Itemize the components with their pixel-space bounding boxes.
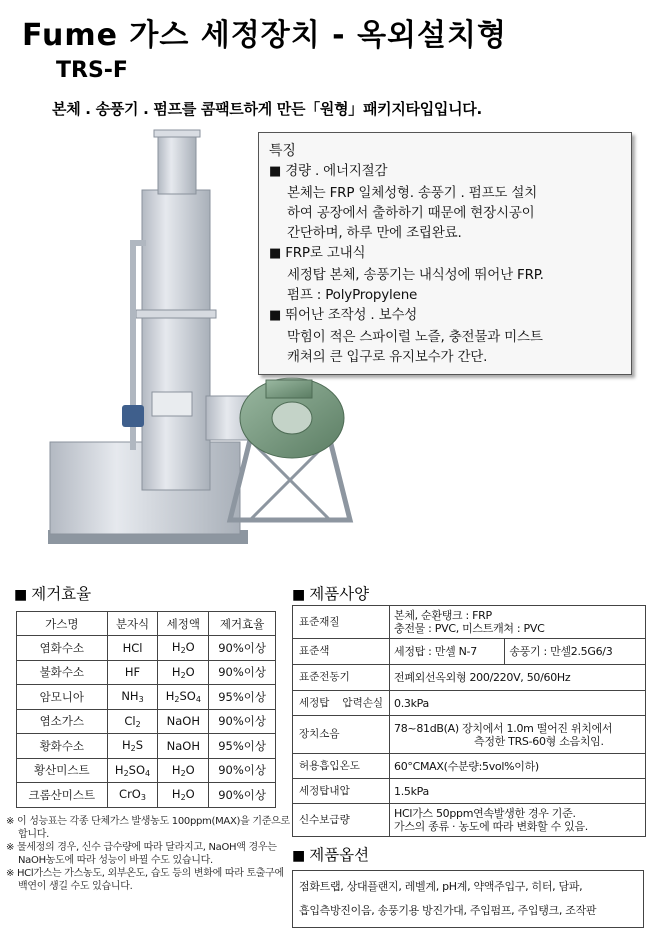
- spec-row: [293, 716, 646, 754]
- top-duct: [158, 134, 196, 194]
- spec-value: 전폐외선옥외형 200/220V, 50/60Hz: [390, 665, 646, 691]
- spec-row: [293, 779, 646, 804]
- rate-cell: 95%이상: [209, 734, 276, 759]
- note: ※ HCl가스는 가스농도, 외부온도, 습도 등의 변화에 따라 토출구에 백연이 생길 수도 있습니다.: [6, 868, 284, 892]
- liquid-cell: NaOH: [158, 734, 209, 759]
- pump-motor: [122, 405, 144, 427]
- spec-label: 장치소음: [293, 716, 390, 754]
- liquid-cell: $H_2O$: [158, 636, 209, 661]
- feature-heading: ■ 경량 . 에너지절감: [269, 163, 388, 180]
- formula-cell: $Cl_2$: [107, 709, 158, 734]
- spec-label: 표준전동기: [293, 665, 390, 691]
- gas-name-cell: 황산미스트: [17, 758, 108, 783]
- spec-value: 1.5kPa: [390, 779, 646, 804]
- table-header-row: [17, 612, 276, 636]
- gas-name-cell: 크롬산미스트: [17, 783, 108, 808]
- column-header: 제거효율: [209, 612, 276, 636]
- square-bullet-icon: ■: [269, 308, 282, 324]
- spec-label: 세정탑내압: [293, 779, 390, 804]
- notes: [6, 816, 291, 895]
- spec-label: 세정탑 압력손실: [293, 691, 390, 716]
- features-title: 특징: [269, 143, 296, 159]
- table-row: [17, 636, 276, 661]
- page-title: Fume 가스 세정장치 - 옥외설치형: [22, 18, 507, 53]
- options-line: 점화트랩, 상대플랜지, 레벨계, pH계, 약액주입구, 히터, 담파,: [299, 880, 583, 893]
- efficiency-table: [16, 611, 276, 808]
- table-row: [17, 783, 276, 808]
- column-header: 가스명: [17, 612, 108, 636]
- rate-cell: 95%이상: [209, 685, 276, 710]
- rate-cell: 90%이상: [209, 709, 276, 734]
- formula-cell: $NH_3$: [107, 685, 158, 710]
- note: ※ 이 성능표는 각종 단체가스 발생농도 100ppm(MAX)을 기준으로 합니다.: [6, 816, 290, 840]
- square-bullet-icon: ■: [14, 587, 28, 603]
- spec-value: 송풍기 : 만셀2.5G6/3: [505, 639, 646, 665]
- liquid-cell: $H_2O$: [158, 660, 209, 685]
- formula-cell: HCl: [107, 636, 158, 661]
- table-row: [17, 660, 276, 685]
- spec-value: 본체, 순환탱크 : FRP 충전물 : PVC, 미스트캐쳐 : PVC: [390, 606, 646, 639]
- feature-line: 간단하며, 하루 만에 조립완료.: [287, 225, 462, 242]
- spec-row: [293, 665, 646, 691]
- spec-label: 표준색: [293, 639, 390, 665]
- spec-section-title: ■ 제품사양: [292, 585, 370, 603]
- formula-cell: $H_2SO_4$: [107, 758, 158, 783]
- square-bullet-icon: ■: [269, 164, 282, 180]
- feature-line: 본체는 FRP 일체성형. 송풍기 . 펌프도 설치: [287, 184, 538, 201]
- spec-value: 0.3kPa: [390, 691, 646, 716]
- spec-table: [292, 605, 646, 837]
- feature-heading: ■ 뛰어난 조작성 . 보수성: [269, 307, 418, 324]
- gas-name-cell: 암모니아: [17, 685, 108, 710]
- square-bullet-icon: ■: [292, 587, 306, 603]
- spec-row: [293, 754, 646, 779]
- spec-label: 표준재질: [293, 606, 390, 639]
- spec-value: 세정탑 : 만셀 N-7: [390, 639, 505, 665]
- feature-heading: ■ FRP로 고내식: [269, 245, 366, 262]
- options-section-title: ■ 제품옵션: [292, 846, 370, 864]
- liquid-cell: $H_2SO_4$: [158, 685, 209, 710]
- tagline: 본체 . 송풍기 . 펌프를 콤팩트하게 만든「원형」패키지타입입니다.: [52, 100, 482, 118]
- options-line: 흡입측방진이음, 송풍기용 방진가대, 주입펌프, 주입탱크, 조작판: [299, 904, 597, 917]
- efficiency-section-title: ■ 제거효율: [14, 585, 92, 603]
- tower-flange: [136, 310, 216, 318]
- spec-value: 78~81dB(A) 장치에서 1.0m 떨어진 위치에서 측정한 TRS-60형 소음치임.: [390, 716, 646, 754]
- spec-row: [293, 606, 646, 639]
- gas-name-cell: 불화수소: [17, 660, 108, 685]
- rate-cell: 90%이상: [209, 758, 276, 783]
- spec-row: [293, 691, 646, 716]
- model-name: TRS-F: [56, 58, 128, 83]
- feature-line: 펌프 : PolyPropylene: [287, 287, 418, 304]
- liquid-cell: $H_2O$: [158, 758, 209, 783]
- formula-cell: CrO$_3$: [107, 783, 158, 808]
- spec-value: HCl가스 50ppm연속발생한 경우 기준. 가스의 종류 · 농도에 따라 변화할 수 있음.: [390, 804, 646, 837]
- table-row: [17, 685, 276, 710]
- feature-line: 하여 공장에서 출하하기 때문에 현장시공이: [287, 204, 535, 221]
- column-header: 세정액: [158, 612, 209, 636]
- table-row: [17, 758, 276, 783]
- formula-cell: HF: [107, 660, 158, 685]
- table-row: [17, 734, 276, 759]
- square-bullet-icon: ■: [292, 848, 306, 864]
- feature-line: 캐쳐의 큰 입구로 유지보수가 간단.: [287, 348, 488, 365]
- gas-name-cell: 염화수소: [17, 636, 108, 661]
- control-box: [152, 392, 192, 416]
- feature-line: 세정탑 본체, 송풍기는 내식성에 뛰어난 FRP.: [287, 266, 544, 283]
- rate-cell: 90%이상: [209, 783, 276, 808]
- liquid-cell: $H_2O$: [158, 783, 209, 808]
- spec-value: 60°CMAX(수분량:5vol%이하): [390, 754, 646, 779]
- column-header: 분자식: [107, 612, 158, 636]
- note: ※ 물세정의 경우, 신수 급수량에 따라 달라지고, NaOH액 경우는 NaOH농도에 따라 성능이 바뀔 수도 있습니다.: [6, 842, 277, 866]
- rate-cell: 90%이상: [209, 636, 276, 661]
- liquid-cell: NaOH: [158, 709, 209, 734]
- spec-row: [293, 639, 646, 665]
- formula-cell: $H_2S$: [107, 734, 158, 759]
- square-bullet-icon: ■: [269, 246, 282, 262]
- spec-label: 허용흡입온도: [293, 754, 390, 779]
- features-box: [258, 132, 632, 375]
- gas-name-cell: 황화수소: [17, 734, 108, 759]
- feature-line: 막힘이 적은 스파이럴 노즐, 충전물과 미스트: [287, 328, 543, 345]
- options-box: [292, 870, 644, 928]
- rate-cell: 90%이상: [209, 660, 276, 685]
- tower-body: [142, 190, 210, 490]
- spec-label: 신수보급량: [293, 804, 390, 837]
- gas-name-cell: 염소가스: [17, 709, 108, 734]
- table-row: [17, 709, 276, 734]
- spec-row: [293, 804, 646, 837]
